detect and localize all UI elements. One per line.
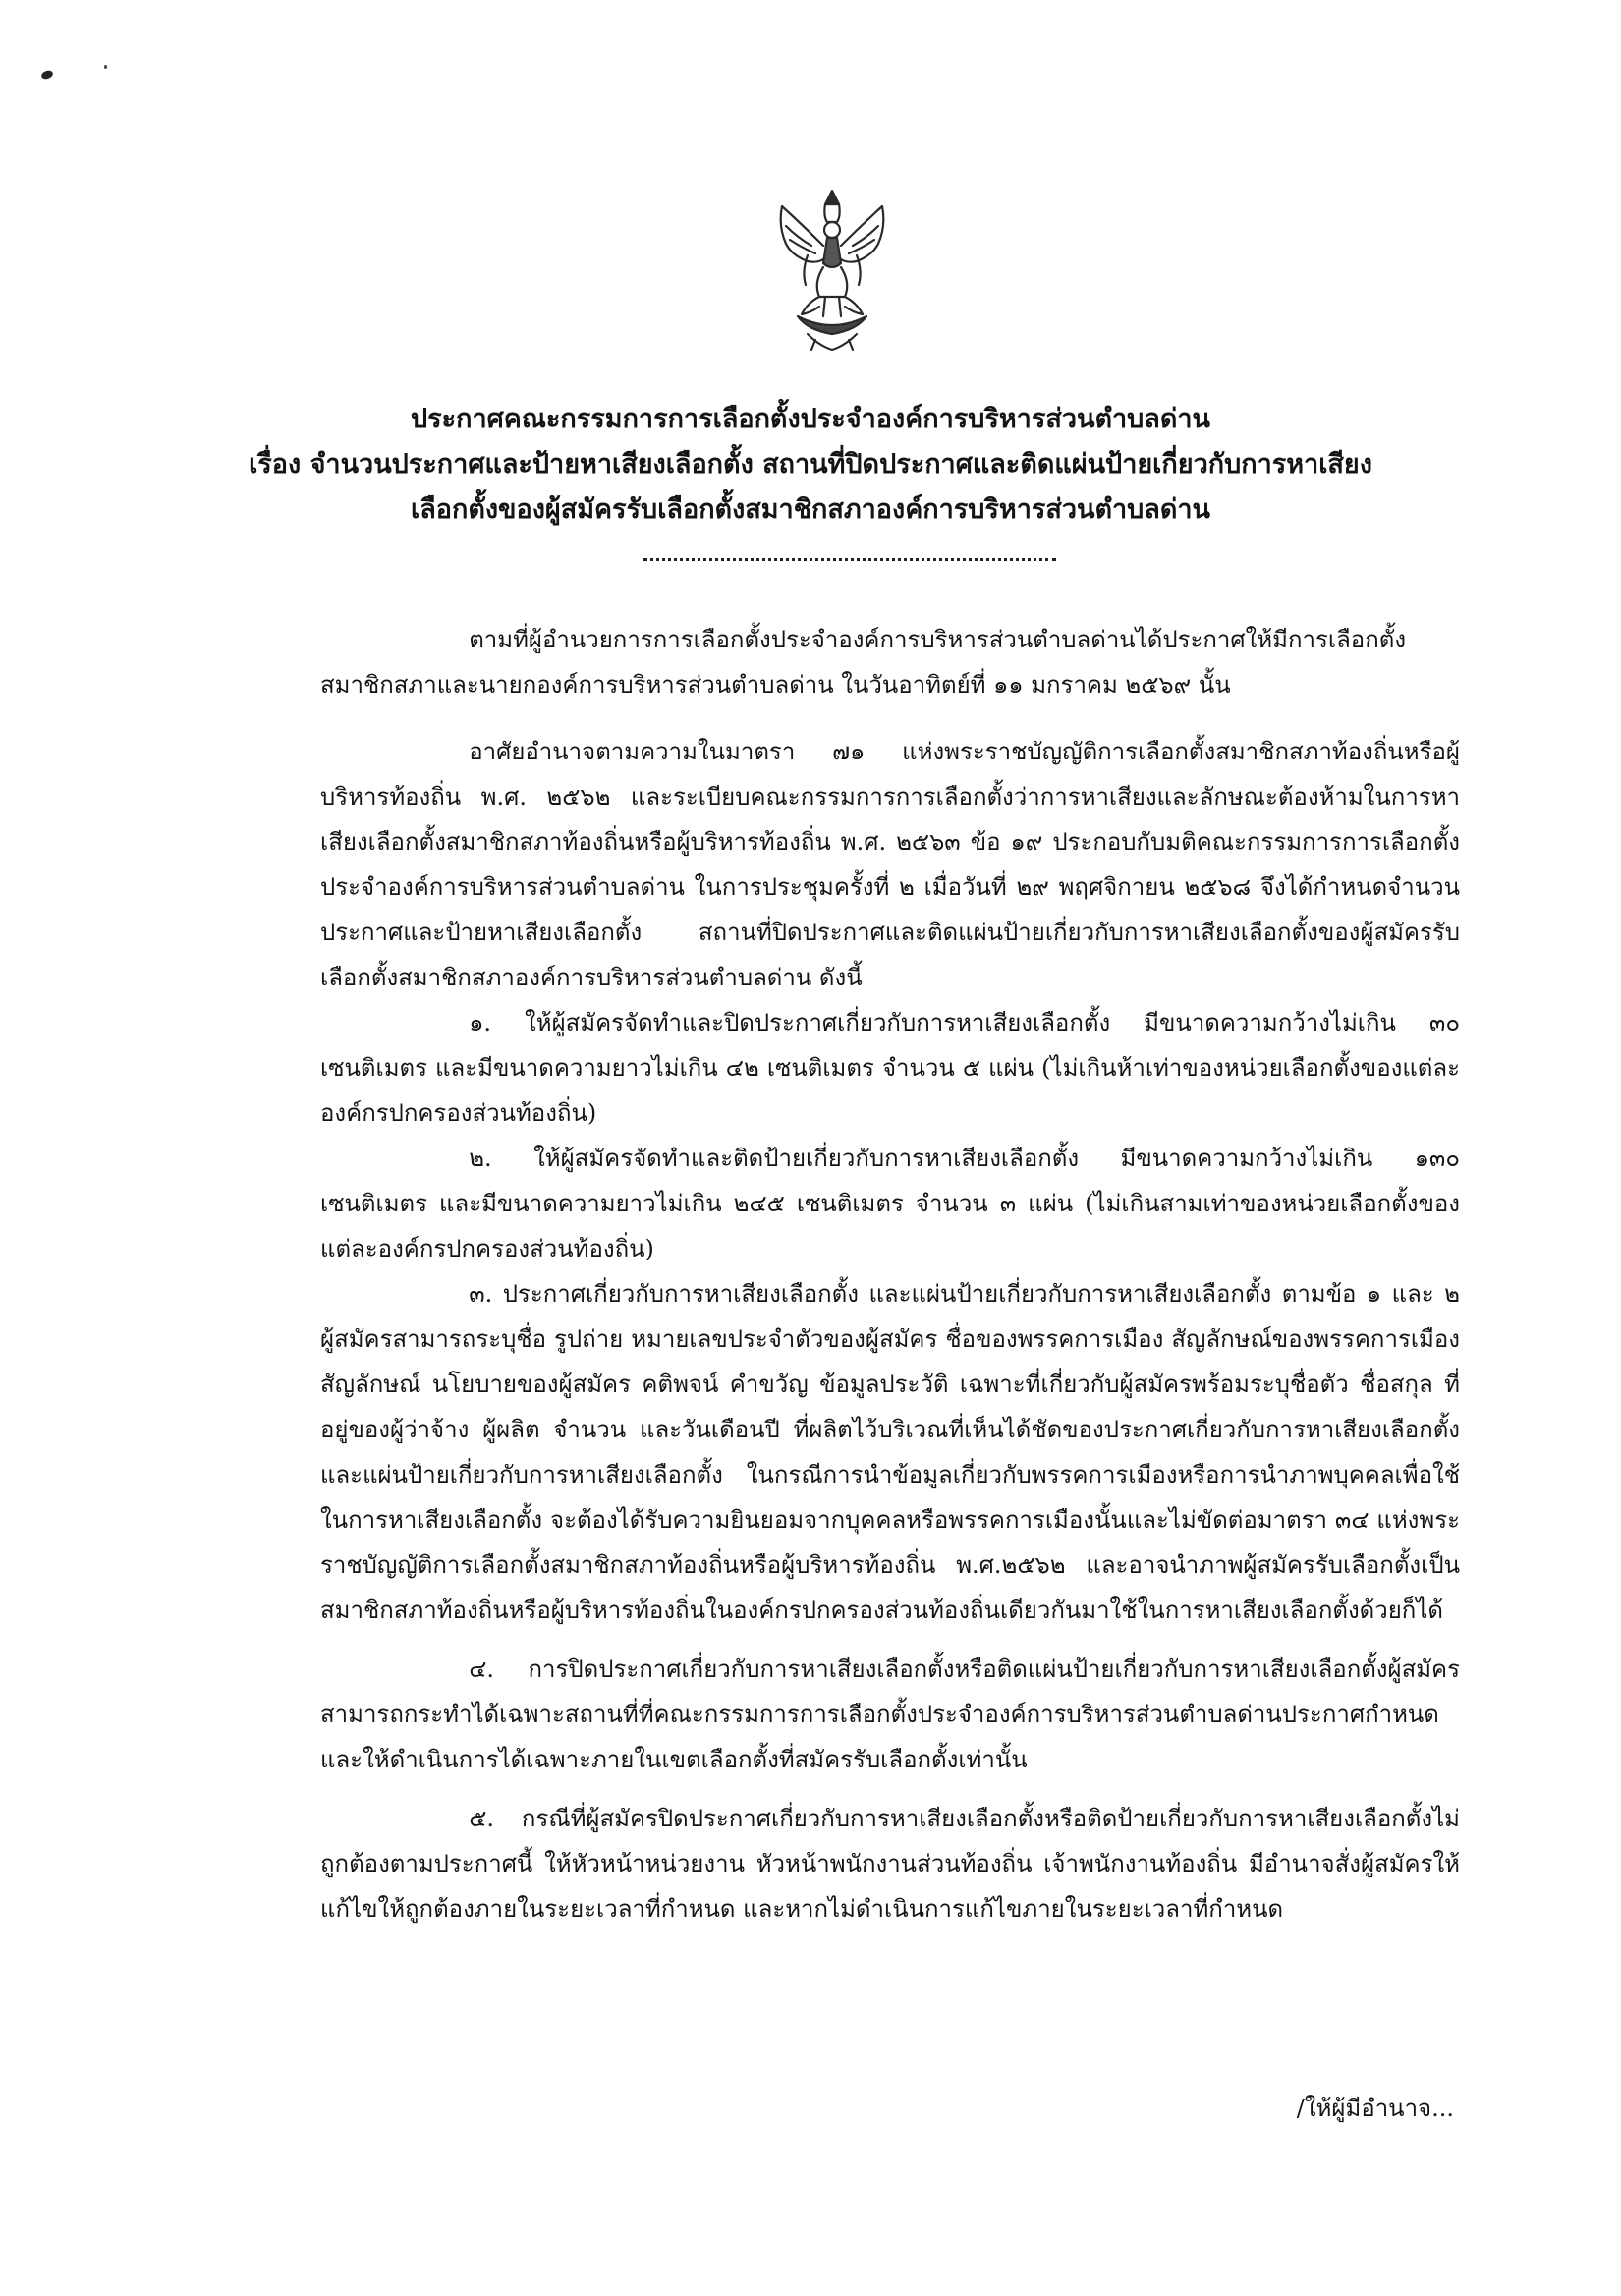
header-subject: เรื่อง จำนวนประกาศและป้ายหาเสียงเลือกตั้ง สถานที่ปิดประกาศและติดแผ่นป้ายเกี่ยวกับการหาเสียง xyxy=(249,449,1372,479)
header-title: ประกาศคณะกรรมการการเลือกตั้งประจำองค์การบริหารส่วนตำบลด่าน xyxy=(411,404,1210,434)
dotted-separator xyxy=(643,558,1056,561)
clause-3: ๓. ประกาศเกี่ยวกับการหาเสียงเลือกตั้ง และแผ่นป้ายเกี่ยวกับการหาเสียงเลือกตั้ง ตามข้อ ๑ และ ๒ ผู้สมัครสามารถระบุชื่อ รูปถ่าย หมายเลขประจำตัวของผู้สมัคร ชื่อของพรรคการเมือง สัญลักษณ์ของพรรคการเมือง สัญลักษณ์ นโยบายของผู้สมัคร คติพจน์ คำขวัญ ข้อมูลประวัติ เฉพาะที่เกี่ยวกับผู้สมัครพร้อมระบุชื่อตัว ชื่อสกุล ที่อยู่ของผู้ว่าจ้าง ผู้ผลิต จำนวน และวันเดือนปี ที่ผลิตไว้บริเวณที่เห็นได้ชัดของประกาศเกี่ยวกับการหาเสียงเลือกตั้งและแผ่นป้ายเกี่ยวกับการหาเสียงเลือกตั้ง ในกรณีการนำข้อมูลเกี่ยวกับพรรคการเมืองหรือการนำภาพบุคคลเพื่อใช้ในการหาเสียงเลือกตั้ง จะต้องได้รับความยินยอมจากบุคคลหรือพรรคการเมืองนั้นและไม่ขัดต่อมาตรา ๓๔ แห่งพระราชบัญญัติการเลือกตั้งสมาชิกสภาท้องถิ่นหรือผู้บริหารท้องถิ่น พ.ศ.๒๕๖๒ และอาจนำภาพผู้สมัครรับเลือกตั้งเป็นสมาชิกสภาท้องถิ่นหรือผู้บริหารท้องถิ่นในองค์กรปกครองส่วนท้องถิ่นเดียวกันมาใช้ในการหาเสียงเลือกตั้งด้วยก็ได้ xyxy=(320,1280,1460,1624)
scan-speck xyxy=(104,65,107,69)
announcement-body xyxy=(320,617,1460,1932)
paragraph-intro: ตามที่ผู้อำนวยการการเลือกตั้งประจำองค์การบริหารส่วนตำบลด่านได้ประกาศให้มีการเลือกตั้งสมาชิกสภาและนายกองค์การบริหารส่วนตำบลด่าน ในวันอาทิตย์ที่ ๑๑ มกราคม ๒๕๖๙ นั้น xyxy=(320,626,1407,699)
clause-1: ๑. ให้ผู้สมัครจัดทำและปิดประกาศเกี่ยวกับการหาเสียงเลือกตั้ง มีขนาดความกว้างไม่เกิน ๓๐ เซนติเมตร และมีขนาดความยาวไม่เกิน ๔๒ เซนติเมตร จำนวน ๕ แผ่น (ไม่เกินห้าเท่าของหน่วยเลือกตั้งของแต่ละองค์กรปกครองส่วนท้องถิ่น) xyxy=(320,1009,1460,1127)
paragraph-authority: อาศัยอำนาจตามความในมาตรา ๗๑ แห่งพระราชบัญญัติการเลือกตั้งสมาชิกสภาท้องถิ่นหรือผู้บริหารท้องถิ่น พ.ศ. ๒๕๖๒ และระเบียบคณะกรรมการการเลือกตั้งว่าการหาเสียงและลักษณะต้องห้ามในการหาเสียงเลือกตั้งสมาชิกสภาท้องถิ่นหรือผู้บริหารท้องถิ่น พ.ศ. ๒๕๖๓ ข้อ ๑๙ ประกอบกับมติคณะกรรมการการเลือกตั้งประจำองค์การบริหารส่วนตำบลด่าน ในการประชุมครั้งที่ ๒ เมื่อวันที่ ๒๙ พฤศจิกายน ๒๕๖๘ จึงได้กำหนดจำนวนประกาศและป้ายหาเสียงเลือกตั้ง สถานที่ปิดประกาศและติดแผ่นป้ายเกี่ยวกับการหาเสียงเลือกตั้งของผู้สมัครรับเลือกตั้งสมาชิกสภาองค์การบริหารส่วนตำบลด่าน ดังนี้ xyxy=(320,738,1461,991)
clause-4: ๔. การปิดประกาศเกี่ยวกับการหาเสียงเลือกตั้งหรือติดแผ่นป้ายเกี่ยวกับการหาเสียงเลือกตั้งผู้สมัครสามารถกระทำได้เฉพาะสถานที่ที่คณะกรรมการการเลือกตั้งประจำองค์การบริหารส่วนตำบลด่านประกาศกำหนด และให้ดำเนินการได้เฉพาะภายในเขตเลือกตั้งที่สมัครรับเลือกตั้งเท่านั้น xyxy=(320,1655,1460,1773)
garuda-emblem-icon xyxy=(768,187,896,354)
continuation-note: /ให้ผู้มีอำนาจ... xyxy=(1296,2095,1454,2122)
header-subject-continued: เลือกตั้งของผู้สมัครรับเลือกตั้งสมาชิกสภาองค์การบริหารส่วนตำบลด่าน xyxy=(410,494,1211,525)
clause-5: ๕. กรณีที่ผู้สมัครปิดประกาศเกี่ยวกับการหาเสียงเลือกตั้งหรือติดป้ายเกี่ยวกับการหาเสียงเลือกตั้งไม่ถูกต้องตามประกาศนี้ ให้หัวหน้าหน่วยงาน หัวหน้าพนักงานส่วนท้องถิ่น เจ้าพนักงานท้องถิ่น มีอำนาจสั่งผู้สมัครให้แก้ไขให้ถูกต้องภายในระยะเวลาที่กำหนด และหากไม่ดำเนินการแก้ไขภายในระยะเวลาที่กำหนด xyxy=(320,1805,1460,1923)
announcement-header xyxy=(147,397,1474,532)
scan-speck xyxy=(40,69,54,81)
clause-2: ๒. ให้ผู้สมัครจัดทำและติดป้ายเกี่ยวกับการหาเสียงเลือกตั้ง มีขนาดความกว้างไม่เกิน ๑๓๐ เซนติเมตร และมีขนาดความยาวไม่เกิน ๒๔๕ เซนติเมตร จำนวน ๓ แผ่น (ไม่เกินสามเท่าของหน่วยเลือกตั้งของแต่ละองค์กรปกครองส่วนท้องถิ่น) xyxy=(320,1145,1460,1262)
